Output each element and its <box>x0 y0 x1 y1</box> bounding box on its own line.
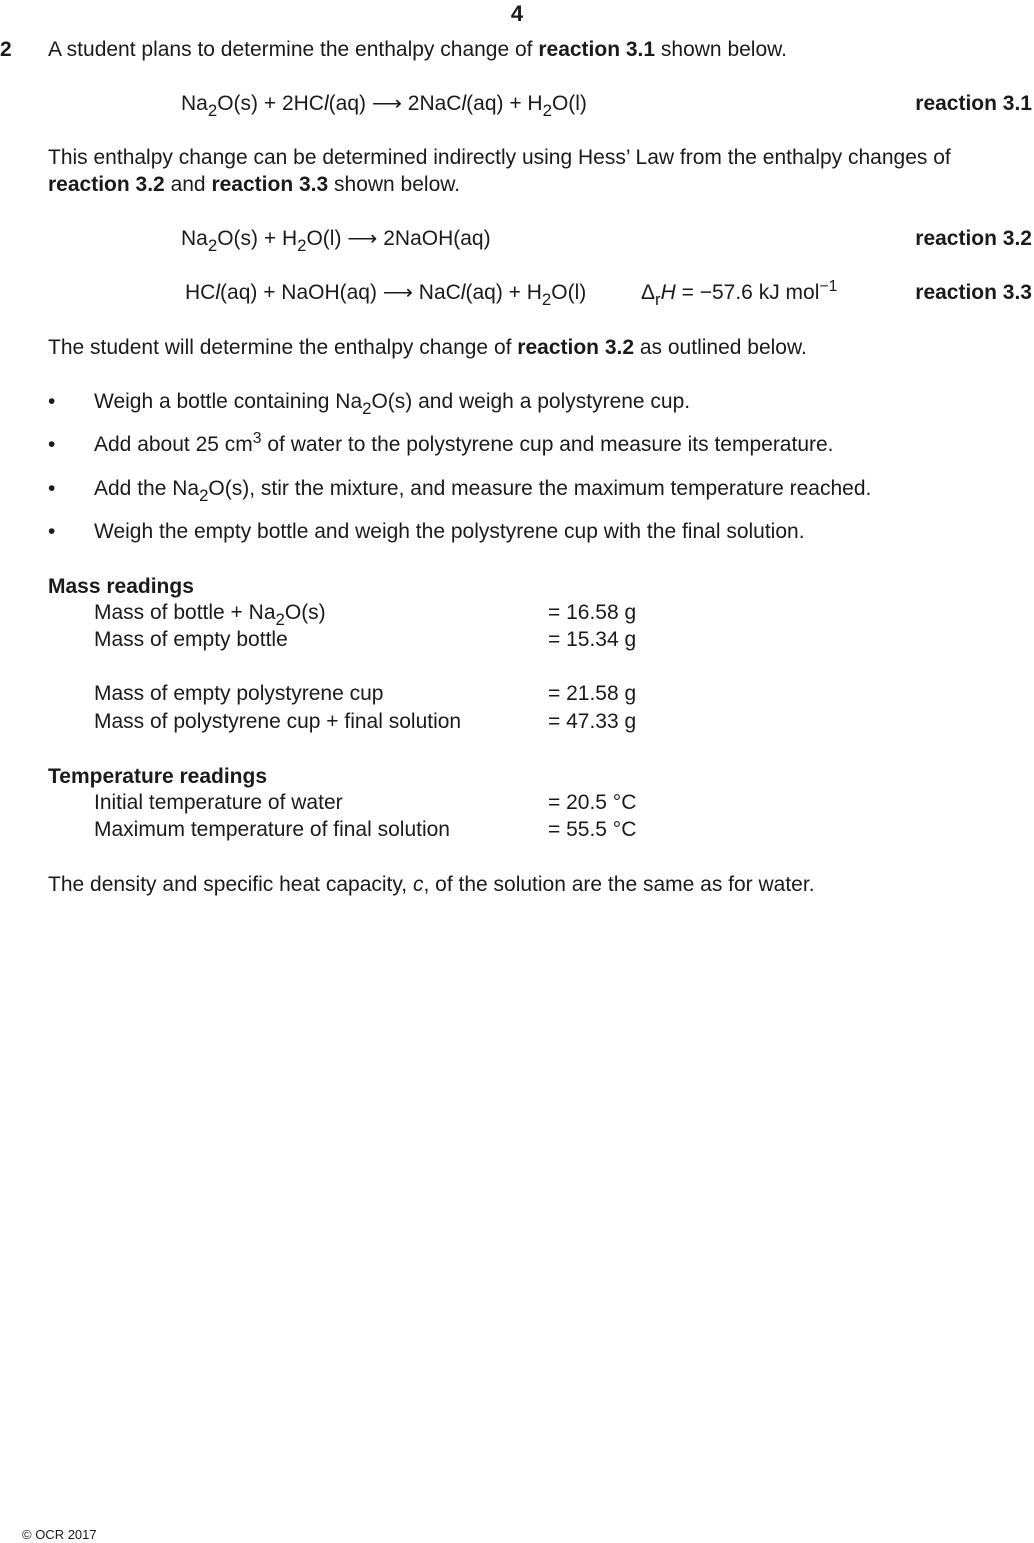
arrow-icon: ⟶ <box>382 281 413 304</box>
outline-text: The student will determine the enthalpy change of reaction 3.2 as outlined below. <box>48 336 807 359</box>
bullet-marker: • <box>48 390 56 413</box>
arrow-icon: ⟶ <box>347 227 378 250</box>
temperature-reading-value: = 20.5 °C <box>548 791 637 814</box>
mass-reading-label: Mass of empty bottle <box>94 628 288 651</box>
reaction-3-3-enthalpy: $\Delta_rH = -57.6$ kJ mol$^{-1}$ <box>641 278 838 309</box>
bullet-marker: • <box>48 520 56 543</box>
mass-reading-value: = 47.33 g <box>548 710 637 733</box>
density-text: The density and specific heat capacity, c, of the solution are the same as for water. <box>48 873 815 896</box>
temperature-reading-label: Initial temperature of water <box>94 791 343 814</box>
temperature-readings-heading: Temperature readings <box>48 765 268 788</box>
bullet-item: Weigh a bottle containing $Na_2O(s)$ and weigh a polystyrene cup. <box>94 390 691 418</box>
hess-law-text-line2: reaction 3.2 and reaction 3.3 shown below. <box>48 173 461 196</box>
mass-reading-label: Mass of empty polystyrene cup <box>94 682 384 705</box>
bullet-item: Weigh the empty bottle and weigh the polystyrene cup with the final solution. <box>94 520 805 543</box>
page-number: 4 <box>510 1 524 26</box>
bullet-item: Add the $Na_2O(s)$, stir the mixture, and measure the maximum temperature reached. <box>94 477 872 505</box>
mass-reading-label: Mass of polystyrene cup + final solution <box>94 710 462 733</box>
mass-reading-value: = 15.34 g <box>548 628 637 651</box>
copyright-footer: © OCR 2017 <box>22 1527 97 1542</box>
bullet-marker: • <box>48 477 56 500</box>
temperature-reading-label: Maximum temperature of final solution <box>94 818 450 841</box>
mass-reading-label: Mass of bottle + $Na_2O(s)$ <box>94 601 326 629</box>
mass-reading-value: = 21.58 g <box>548 682 637 705</box>
reaction-3-3-label: reaction 3.3 <box>915 281 1032 304</box>
reaction-3-1-label: reaction 3.1 <box>915 92 1032 115</box>
question-intro: A student plans to determine the enthalpy change of reaction 3.1 shown below. <box>48 38 787 61</box>
reaction-3-2-label: reaction 3.2 <box>915 227 1032 250</box>
temperature-reading-value: = 55.5 °C <box>548 818 637 841</box>
arrow-icon: ⟶ <box>371 92 402 115</box>
reaction-3-3-equation: HCl(aq) + NaOH(aq) ⟶ NaCl(aq) + $H_2O(l)$ <box>185 281 587 309</box>
bullet-item: Add about 25 $cm^3$ of water to the polystyrene cup and measure its temperature. <box>94 430 834 456</box>
bullet-marker: • <box>48 433 56 456</box>
reaction-3-2-equation: $Na_2O(s) + H_2O(l)$ ⟶ 2NaOH(aq) <box>181 227 491 255</box>
hess-law-text-line1: This enthalpy change can be determined indirectly using Hess’ Law from the enthalpy changes of <box>48 146 951 169</box>
question-number: 2 <box>0 38 12 61</box>
mass-readings-heading: Mass readings <box>48 575 194 598</box>
reaction-3-1-equation: $Na_2O(s) + 2HCl(aq)$ ⟶ 2NaCl(aq) + $H_2O(l)$ <box>181 92 587 120</box>
mass-reading-value: = 16.58 g <box>548 601 637 624</box>
